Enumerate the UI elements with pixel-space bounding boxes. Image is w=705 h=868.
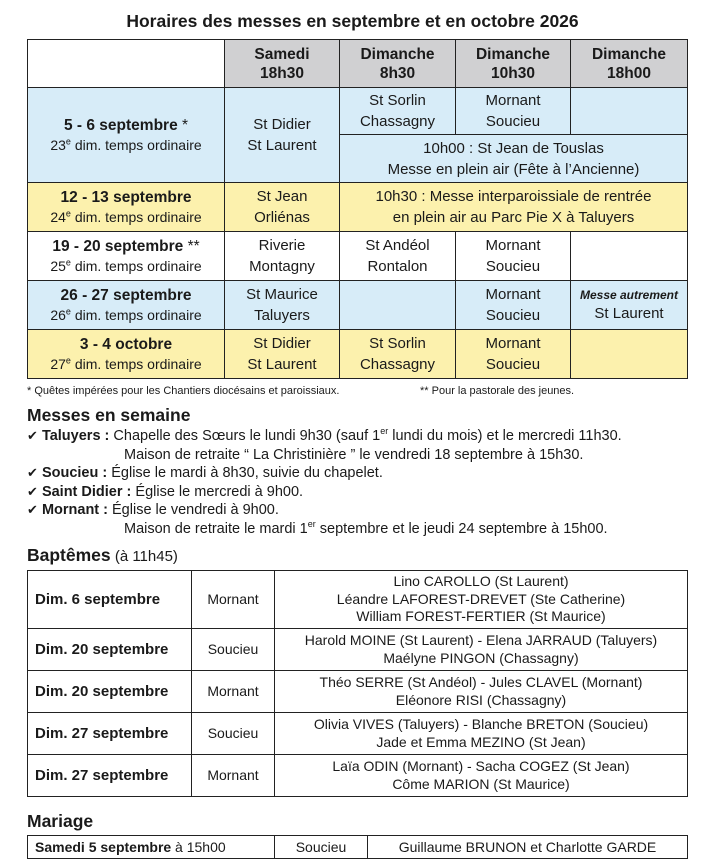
week-row (28, 88, 688, 135)
bapteme-names: Harold MOINE (St Laurent) - Elena JARRAUD (Taluyers) Maélyne PINGON (Chassagny) (275, 629, 688, 671)
samedi-cell: St Didier St Laurent (225, 330, 340, 379)
header-dimanche-1800: Dimanche 18h00 (571, 40, 688, 88)
semaine-item-mornant-line2: Maison de retraite le mardi 1er septembre et le jeudi 24 septembre à 15h00. (124, 518, 608, 537)
dim1800-cell (571, 88, 688, 135)
semaine-item-soucieu: ✔ Soucieu : Église le mardi à 8h30, suivie du chapelet. (27, 465, 383, 481)
week-row (28, 281, 688, 330)
semaine-item-taluyers: ✔ Taluyers : Chapelle des Sœurs le lundi 9h30 (sauf 1er lundi du mois) et le mercredi 11h30. (27, 426, 622, 444)
samedi-cell: St Jean Orliénas (225, 183, 340, 232)
table-row (28, 571, 688, 629)
check-icon: ✔ (27, 483, 38, 499)
bapteme-place: Soucieu (192, 629, 275, 671)
week-date-cell: 12 - 13 septembre 24e dim. temps ordinaire (28, 183, 225, 232)
dim1800-cell (571, 232, 688, 281)
bapteme-place: Soucieu (192, 713, 275, 755)
bapteme-date: Dim. 20 septembre (28, 629, 192, 671)
header-blank-cell (28, 40, 225, 88)
semaine-heading: Messes en semaine (27, 405, 191, 425)
bapteme-place: Mornant (192, 671, 275, 713)
check-icon: ✔ (27, 428, 38, 443)
bapteme-names: Olivia VIVES (Taluyers) - Blanche BRETON (Soucieu) Jade et Emma MEZINO (St Jean) (275, 713, 688, 755)
week-row (28, 330, 688, 379)
week-date-cell: 19 - 20 septembre ** 25e dim. temps ordinaire (28, 232, 225, 281)
check-icon: ✔ (27, 502, 38, 517)
dim830-cell: St Sorlin Chassagny (340, 330, 456, 379)
table-row (28, 629, 688, 671)
week-row (28, 232, 688, 281)
check-icon: ✔ (27, 465, 38, 480)
week-date-cell: 5 - 6 septembre * 23e dim. temps ordinaire (28, 88, 225, 183)
mariage-heading: Mariage (27, 811, 94, 831)
page-title: Horaires des messes en septembre et en octobre 2026 (126, 11, 579, 31)
special-mass-cell: 10h00 : St Jean de Touslas Messe en plein air (Fête à l’Ancienne) (340, 135, 688, 183)
dim1030-cell: Mornant Soucieu (456, 88, 571, 135)
week-date-cell: 3 - 4 octobre 27e dim. temps ordinaire (28, 330, 225, 379)
samedi-cell: St Maurice Taluyers (225, 281, 340, 330)
dim830-cell (340, 281, 456, 330)
table-row (28, 713, 688, 755)
bapteme-place: Mornant (192, 755, 275, 797)
semaine-list (27, 427, 697, 538)
mariage-date: Samedi 5 septembre à 15h00 (28, 836, 275, 859)
footnote-quetes: * Quêtes impérées pour les Chantiers diocésains et paroissiaux. (27, 385, 340, 397)
dim830-cell: St Andéol Rontalon (340, 232, 456, 281)
dim1800-cell: Messe autrement St Laurent (571, 281, 688, 330)
footnotes (27, 385, 687, 397)
header-samedi-1830: Samedi 18h30 (225, 40, 340, 88)
special-mass-cell: 10h30 : Messe interparoissiale de rentrée en plein air au Parc Pie X à Taluyers (340, 183, 688, 232)
baptemes-heading: Baptêmes (à 11h45) (27, 545, 178, 565)
week-row (28, 183, 688, 232)
bapteme-date: Dim. 27 septembre (28, 755, 192, 797)
header-row (28, 40, 688, 88)
header-dimanche-1030: Dimanche 10h30 (456, 40, 571, 88)
bapteme-date: Dim. 20 septembre (28, 671, 192, 713)
samedi-cell: Riverie Montagny (225, 232, 340, 281)
header-dimanche-830: Dimanche 8h30 (340, 40, 456, 88)
semaine-item-taluyers-line2: Maison de retraite “ La Christinière ” le vendredi 18 septembre à 15h30. (124, 446, 584, 463)
bapteme-place: Mornant (192, 571, 275, 629)
mariage-table (27, 835, 688, 859)
mariage-place: Soucieu (275, 836, 368, 859)
bapteme-names: Lino CAROLLO (St Laurent) Léandre LAFOREST-DREVET (Ste Catherine) William FOREST-FERTIER (St Maurice) (275, 571, 688, 629)
bapteme-date: Dim. 6 septembre (28, 571, 192, 629)
dim830-cell: St Sorlin Chassagny (340, 88, 456, 135)
table-row (28, 836, 688, 859)
week-date-cell: 26 - 27 septembre 26e dim. temps ordinaire (28, 281, 225, 330)
mariage-names: Guillaume BRUNON et Charlotte GARDE (368, 836, 688, 859)
table-row (28, 755, 688, 797)
dim1030-cell: Mornant Soucieu (456, 330, 571, 379)
mass-schedule-table (27, 39, 688, 379)
samedi-cell: St Didier St Laurent (225, 88, 340, 183)
semaine-item-mornant: ✔ Mornant : Église le vendredi à 9h00. (27, 502, 279, 518)
footnote-jeunes: ** Pour la pastorale des jeunes. (420, 385, 575, 397)
bapteme-date: Dim. 27 septembre (28, 713, 192, 755)
table-row (28, 671, 688, 713)
semaine-item-didier: ✔ Saint Didier : Église le mercredi à 9h00. (27, 483, 304, 500)
dim1800-cell (571, 330, 688, 379)
bapteme-names: Laïa ODIN (Mornant) - Sacha COGEZ (St Jean) Côme MARION (St Maurice) (275, 755, 688, 797)
bapteme-names: Théo SERRE (St Andéol) - Jules CLAVEL (Mornant) Eléonore RISI (Chassagny) (275, 671, 688, 713)
dim1030-cell: Mornant Soucieu (456, 281, 571, 330)
baptemes-table (27, 570, 688, 797)
dim1030-cell: Mornant Soucieu (456, 232, 571, 281)
